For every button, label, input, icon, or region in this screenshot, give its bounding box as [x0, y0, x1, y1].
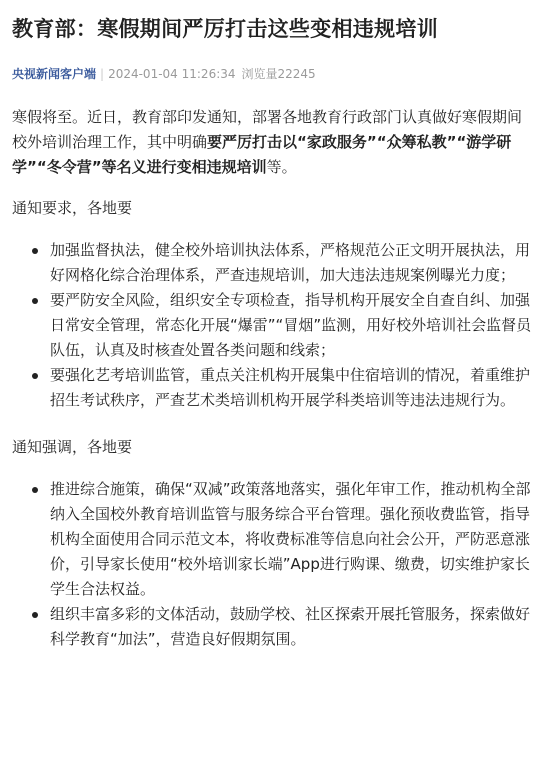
list-item-text: 加强监督执法，健全校外培训执法体系，严格规范公正文明开展执法，用好网格化综合治理体系，严查违规培训，加大违法违规案例曝光力度；: [50, 241, 531, 284]
list-item-text: 要严防安全风险，组织安全专项检查，指导机构开展安全自查自纠、加强日常安全管理，常态化开展“爆雷”“冒烟”监测，用好校外培训社会监督员队伍，认真及时核查处置各类问题和线索；: [50, 291, 532, 359]
list-item-text: 组织丰富多彩的文体活动，鼓励学校、社区探索开展托管服务，探索做好科学教育“加法”，营造良好假期氛围。: [50, 605, 531, 648]
bullet-icon: [32, 373, 38, 379]
article-body: [12, 105, 534, 674]
section1-lead: 通知要求，各地要: [12, 199, 133, 217]
publish-datetime: 2024-01-04 11:26:34: [108, 67, 236, 81]
list-item: [12, 602, 534, 652]
intro-paragraph: [12, 105, 534, 180]
bullet-icon: [32, 248, 38, 254]
intro-emphasis: 要严厉打击以“家政服务”“众筹私教”“游学研学”“冬令营”等名义进行变相违规培训: [12, 133, 512, 176]
intro-tail: 等。: [266, 158, 297, 176]
list-item: [12, 363, 534, 413]
bullet-icon: [32, 298, 38, 304]
article-meta: [12, 65, 316, 83]
bullet-icon: [32, 487, 38, 493]
meta-divider: |: [100, 67, 105, 81]
list-item: [12, 238, 534, 288]
list-item-text: 推进综合施策，确保“双减”政策落地落实，强化年审工作，推动机构全部纳入全国校外教育培训监管与服务综合平台管理。强化预收费监管，指导机构全面使用合同示范文本，将收费标准等信息向社会公开，严防恶意涨价，引导家长使用“校外培训家长端”App进行购课、缴费，切实维护家长学生合法权益。: [50, 480, 531, 598]
list-item: [12, 477, 534, 602]
list-item-text: 要强化艺考培训监管，重点关注机构开展集中住宿培训的情况，着重维护招生考试秩序，严查艺术类培训机构开展学科类培训等违法违规行为。: [50, 366, 531, 409]
article-title: 教育部：寒假期间严厉打击这些变相违规培训: [12, 17, 438, 41]
intro-text: 寒假将至。近日，教育部印发通知，部署各地教育行政部门认真做好寒假期间校外培训治理工作，其中明确: [12, 108, 523, 151]
bullet-icon: [32, 612, 38, 618]
source-link[interactable]: 央视新闻客户端: [12, 67, 97, 81]
section2-list: [12, 477, 534, 652]
list-item: [12, 288, 534, 363]
section1-list: [12, 238, 534, 413]
view-count: 浏览量22245: [241, 67, 316, 81]
section2-lead: 通知强调，各地要: [12, 438, 133, 456]
